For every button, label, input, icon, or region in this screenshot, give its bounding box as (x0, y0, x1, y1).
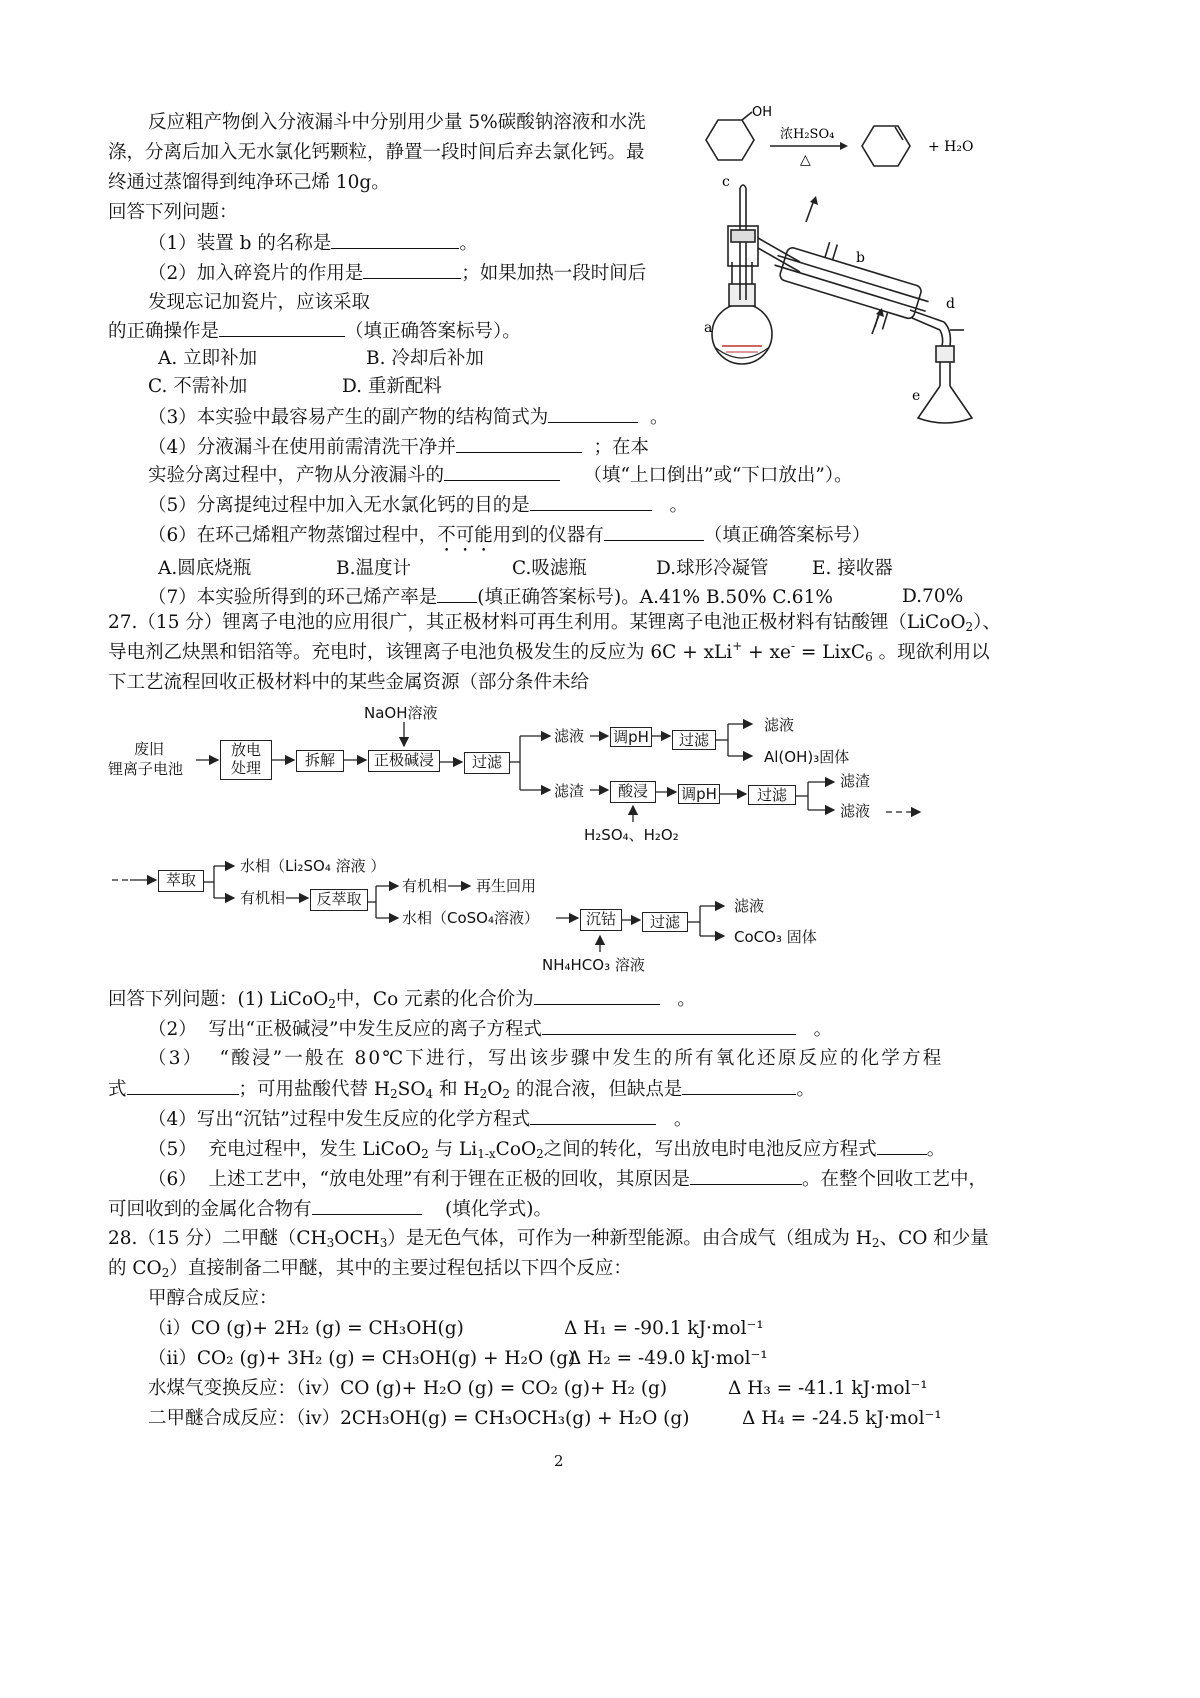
q26-sub1 (148, 230, 478, 257)
q26-sub2-text4: （填正确答案标号）。 (345, 321, 521, 342)
plus-sup: + (732, 639, 743, 653)
answer-blank[interactable] (530, 492, 652, 511)
flow-filtrate2-label: 滤液 (764, 716, 795, 734)
q27-sub6-line2 (108, 1196, 552, 1223)
q27-sub3-text4: SO (397, 1079, 426, 1100)
sub-2: 2 (479, 1087, 488, 1101)
q27-sub2-num: （2） (148, 1019, 197, 1040)
q27-sub1-formula: LiCoO (269, 989, 329, 1010)
q26-sub4-text3: 实验分离过程中，产物从分液漏斗的 (148, 465, 445, 486)
q27-sub3-num: （3） (148, 1048, 204, 1069)
q27-sub6-text3: 可回收到的金属化合物有 (108, 1199, 312, 1220)
answer-blank[interactable] (682, 1076, 796, 1095)
flow-dismantle-box: 拆解 (296, 750, 344, 772)
q26-sub6-emphasis: 不可能 (437, 525, 493, 546)
q27-sub2-text: 写出“正极碱浸”中发生反应的离子方程式 (208, 1019, 542, 1040)
cyclohexanol-structure (706, 112, 754, 160)
sub-3: 3 (326, 1236, 335, 1250)
reaction-arrowhead (840, 142, 848, 150)
answer-blank[interactable] (690, 1166, 802, 1185)
q28-line2 (108, 1256, 632, 1282)
q26-sub6-text: （6）在环己烯粗产物蒸馏过程中， (148, 525, 438, 546)
q26-sub5-end: 。 (669, 495, 688, 516)
q27-sub5-text2: 与 Li (428, 1139, 478, 1160)
flow-waste-label1: 废旧 (134, 740, 165, 758)
q26-sub5-text: （5）分离提纯过程中加入无水氯化钙的目的是 (148, 495, 530, 516)
sub-2: 2 (390, 1087, 398, 1101)
q27-line2-end: 。现欲利用以 (872, 642, 990, 663)
q27-sub5-end: 。 (926, 1139, 946, 1160)
q27-sub6-text2: 。在整个回收工艺中， (801, 1169, 987, 1190)
flow-discharge-box (220, 740, 272, 780)
q28-reaction-3: 水煤气变换反应：（ⅳ）CO (g)+ H₂O (g) = CO₂ (g)+ H₂ (g) (148, 1378, 668, 1399)
q26-intro-line3: 终通过蒸馏得到纯净环己烯 10g。 (108, 172, 390, 193)
q26-intro-line2: 涤，分离后加入无水氯化钙颗粒，静置一段时间后弃去氯化钙。最 (108, 142, 645, 163)
q27-line1-end: ）、 (973, 612, 1001, 633)
flow-residue-label: 滤渣 (554, 782, 585, 800)
q28-line1 (108, 1226, 989, 1252)
flow-discharge-text1: 放电 (230, 741, 261, 759)
flow-filtrate-label: 滤液 (554, 727, 585, 745)
q27-sub3-text7: 的混合液，但缺点是 (510, 1079, 683, 1100)
q27-line3: 下工艺流程回收正极材料中的某些金属资源（部分条件未给 (108, 672, 590, 693)
q27-sub3-line2 (108, 1076, 815, 1103)
q26-sub7-text2: (填正确答案标号)。A.41% B.50% C.61% (477, 587, 833, 608)
answer-blank[interactable] (444, 462, 560, 481)
flow-h2so4-label: H₂SO₄、H₂O₂ (584, 826, 679, 844)
q26-option-d: D. 重新配料 (342, 376, 442, 397)
q27-sub6-num: （6） (148, 1169, 197, 1190)
sub-2: 2 (871, 1236, 880, 1250)
q27-sub1-sub: 2 (328, 997, 336, 1011)
q28-reaction-4: 二甲醚合成反应：（ⅳ）2CH₃OH(g) = CH₃OCH₃(g) + H₂O (g) (148, 1408, 690, 1429)
flow-filter3-box: 过滤 (748, 785, 796, 805)
q26-sub4 (148, 434, 649, 461)
flow-filter-box: 过滤 (464, 752, 510, 774)
answer-blank[interactable] (456, 434, 582, 453)
label-b: b (856, 250, 865, 266)
flow-alkali-box: 正极碱浸 (368, 750, 440, 772)
q26-sub2-text2: ；如果加热一段时间后 (461, 263, 647, 284)
sub-2: 2 (502, 1087, 511, 1101)
q26-sub4-text2: ；在本 (593, 437, 650, 458)
q28-enthalpy-2: Δ H₂ = -49.0 kJ·mol⁻¹ (568, 1348, 768, 1369)
q27-sub2-end: 。 (813, 1019, 833, 1040)
q27-line1-sub: 2 (965, 620, 974, 634)
q27-sub2 (148, 1016, 832, 1043)
q27-sub3 (148, 1046, 943, 1072)
q26-intro-line1: 反应粗产物倒入分液漏斗中分别用少量 5%碳酸钠溶液和水洗 (148, 112, 646, 133)
q27-line1 (108, 610, 1001, 636)
q27-sub1-text2: 中，Co 元素的化合价为 (335, 989, 534, 1010)
q27-sub3-text3: ；可用盐酸代替 H (238, 1079, 391, 1100)
flow-acid-box: 酸浸 (610, 781, 656, 803)
flow-filter2-box: 过滤 (672, 730, 716, 750)
water-out-arrowhead (810, 196, 818, 205)
q28-line1-text: 28.（15 分）二甲醚（CH (108, 1228, 327, 1249)
flow-residue2-label: 滤渣 (840, 772, 871, 790)
page-number: 2 (554, 1452, 564, 1470)
q26-instrument-c: C.吸滤瓶 (512, 558, 587, 579)
q26-sub7-option-d: D.70% (902, 586, 964, 607)
answer-blank[interactable] (219, 318, 345, 337)
sub-2: 2 (536, 1147, 544, 1161)
q27-sub6-text: 上述工艺中，“放电处理”有利于锂在正极的回收，其原因是 (208, 1169, 690, 1190)
q26-sub2-line2: 发现忘记加瓷片，应该采取 (148, 292, 371, 313)
sub-2: 2 (161, 1266, 170, 1280)
q26-sub6-text3: （填正确答案标号） (703, 525, 871, 546)
flow-recycle-label: 再生回用 (476, 877, 537, 895)
flow-filtrate4-label: 滤液 (734, 897, 765, 915)
q26-sub5 (148, 492, 688, 519)
flow-co-box: 沉钴 (580, 909, 622, 931)
cyclohexene-structure (862, 126, 910, 166)
flow-filtrate3-label: 滤液 (840, 802, 871, 820)
q26-sub7-text: （7）本实验所得到的环己烯产率是 (148, 587, 438, 608)
q26-sub3 (148, 404, 669, 431)
q26-instrument-b: B.温度计 (336, 558, 411, 579)
q28-line2-text2: ）直接制备二甲醚，其中的主要过程包括以下四个反应： (169, 1258, 632, 1279)
q27-sub3-text2: 式 (108, 1079, 127, 1100)
flow-coco3-label: CoCO₃ 固体 (734, 928, 817, 946)
answer-blank[interactable] (530, 1106, 656, 1125)
answer-blank[interactable] (127, 1076, 239, 1095)
q27-line2-text3: = LixC (795, 642, 866, 663)
q26-instrument-e: E. 接收器 (812, 558, 893, 579)
answer-blank[interactable] (877, 1136, 927, 1155)
label-a: a (704, 320, 713, 336)
answer-blank[interactable] (542, 1016, 796, 1035)
answer-blank[interactable] (437, 584, 477, 603)
water-product: + H₂O (928, 139, 974, 155)
oh-label: OH (752, 105, 773, 120)
label-c: c (722, 174, 730, 190)
q28-enthalpy-3: Δ H₃ = -41.1 kJ·mol⁻¹ (728, 1378, 928, 1399)
minus-sup: - (790, 639, 795, 653)
q28-line3: 甲醇合成反应： (148, 1288, 278, 1309)
q27-line2-text: 导电剂乙炔黑和铝箔等。充电时，该锂离子电池负极发生的反应为 6C + xLi (108, 642, 733, 663)
q27-sub3-text: “酸浸”一般在 80℃下进行，写出该步骤中发生的所有氧化还原反应的化学方程 (219, 1048, 944, 1069)
q28-reaction-1: （ⅰ）CO (g)+ 2H₂ (g) = CH₃OH(g) (148, 1318, 464, 1339)
q26-sub4-line2 (148, 462, 853, 489)
flow-extract-box: 萃取 (158, 870, 204, 892)
catalyst-label: 浓H₂SO₄ (780, 127, 835, 142)
answer-blank[interactable] (604, 522, 704, 541)
q27-sub5-text3: CoO (495, 1139, 537, 1160)
q26-option-c: C. 不需补加 (148, 376, 248, 397)
q28-line2-text: 的 CO (108, 1258, 162, 1279)
answer-blank[interactable] (534, 986, 660, 1005)
q27-sub1 (108, 986, 696, 1013)
q26-option-a: A. 立即补加 (158, 348, 258, 369)
q27-sub1-text: 回答下列问题：(1) (108, 989, 264, 1010)
q27-sub5-sub: 1-x (477, 1147, 496, 1161)
q27-sub3-end: 。 (796, 1079, 815, 1100)
q27-sub6-end: (填化学式)。 (445, 1199, 552, 1220)
q27-line2-sub: 6 (865, 650, 873, 664)
q26-sub1-end: 。 (459, 233, 478, 254)
q27-line2-text2: + xe (742, 642, 791, 663)
q27-sub4 (148, 1106, 692, 1133)
q28-enthalpy-1: Δ H₁ = -90.1 kJ·mol⁻¹ (564, 1318, 764, 1339)
q27-sub4-text: （4）写出“沉钴”过程中发生反应的化学方程式 (148, 1109, 531, 1130)
sub-2: 2 (421, 1147, 429, 1161)
flow-naoh-label: NaOH溶液 (364, 704, 438, 722)
flow-nh4hco3-label: NH₄HCO₃ 溶液 (542, 956, 645, 974)
flow-org2-label: 有机相 (402, 877, 448, 895)
flow-waste-label2: 锂离子电池 (108, 760, 184, 778)
q26-sub2-text: （2）加入碎瓷片的作用是 (148, 263, 364, 284)
sub-3: 3 (379, 1236, 388, 1250)
answer-blank[interactable] (312, 1196, 422, 1215)
q26-sub6-text2: 用到的仪器有 (492, 525, 604, 546)
flow-filter4-box: 过滤 (642, 912, 688, 932)
label-d: d (946, 296, 955, 312)
sub-4: 4 (425, 1087, 434, 1101)
q26-option-b: B. 冷却后补加 (366, 348, 484, 369)
q27-sub5-text: 充电过程中，发生 LiCoO (208, 1139, 422, 1160)
q28-line1-text2: OCH (334, 1228, 380, 1249)
q27-sub4-end: 。 (673, 1109, 693, 1130)
q26-instrument-a: A.圆底烧瓶 (158, 558, 252, 579)
q26-sub7 (148, 584, 833, 611)
q26-answer-prompt: 回答下列问题： (108, 202, 238, 223)
q27-sub5 (148, 1136, 945, 1163)
flow-ph2-box: 调pH (678, 784, 720, 804)
q26-instrument-d: D.球形冷凝管 (656, 558, 769, 579)
q26-sub2 (148, 260, 646, 287)
answer-blank[interactable] (331, 230, 459, 249)
q27-sub5-num: （5） (148, 1139, 197, 1160)
flow-aq1-label: 水相（Li₂SO₄ 溶液 ） (240, 857, 386, 875)
q26-sub4-text: （4）分液漏斗在使用前需清洗干净并 (148, 437, 456, 458)
q27-sub3-text5: 和 H (433, 1079, 480, 1100)
q27-sub6 (148, 1166, 987, 1193)
flow-backextract-box: 反萃取 (310, 889, 368, 911)
q26-sub4-text4: （填“上口倒出”或“下口放出”）。 (583, 465, 853, 486)
q27-sub3-text6: O (487, 1079, 503, 1100)
q26-sub1-text: （1）装置 b 的名称是 (148, 233, 332, 254)
q26-sub2-line3 (108, 318, 521, 345)
water-in-arrowhead (876, 308, 884, 317)
heat-symbol: △ (800, 152, 811, 168)
q26-sub6 (148, 522, 870, 556)
q27-line1-text: 27.（15 分）锂离子电池的应用很广，其正极材料可再生利用。某锂离子电池正极材料有钴酸锂（LiCoO (108, 612, 966, 633)
q28-enthalpy-4: Δ H₄ = -24.5 kJ·mol⁻¹ (742, 1408, 942, 1429)
q26-sub2-text3: 的正确操作是 (108, 321, 220, 342)
answer-blank[interactable] (363, 260, 461, 279)
flow-aloh-label: Al(OH)₃固体 (764, 748, 850, 766)
q26-sub3-text: （3）本实验中最容易产生的副产物的结构简式为 (148, 407, 549, 428)
flow-ph-box: 调pH (610, 727, 652, 747)
q27-sub5-text4: 之间的转化，写出放电时电池反应方程式 (543, 1139, 877, 1160)
answer-blank[interactable] (548, 404, 638, 423)
flow-discharge-text2: 处理 (230, 759, 261, 777)
label-e: e (912, 388, 921, 404)
q26-sub3-end: 。 (650, 407, 669, 428)
flow-org-label: 有机相 (240, 889, 286, 907)
q28-line1-text3: ）是无色气体，可作为一种新型能源。由合成气（组成为 H (387, 1228, 872, 1249)
distillation-apparatus (712, 185, 972, 423)
q27-line2 (108, 640, 990, 666)
q28-reaction-2: （ⅱ）CO₂ (g)+ 3H₂ (g) = CH₃OH(g) + H₂O (g) (148, 1348, 576, 1369)
q27-sub1-end: 。 (677, 989, 696, 1010)
flow-aq2-label: 水相（CoSO₄溶液） (402, 909, 539, 927)
q28-line1-text4: 、CO 和少量 (879, 1228, 989, 1249)
